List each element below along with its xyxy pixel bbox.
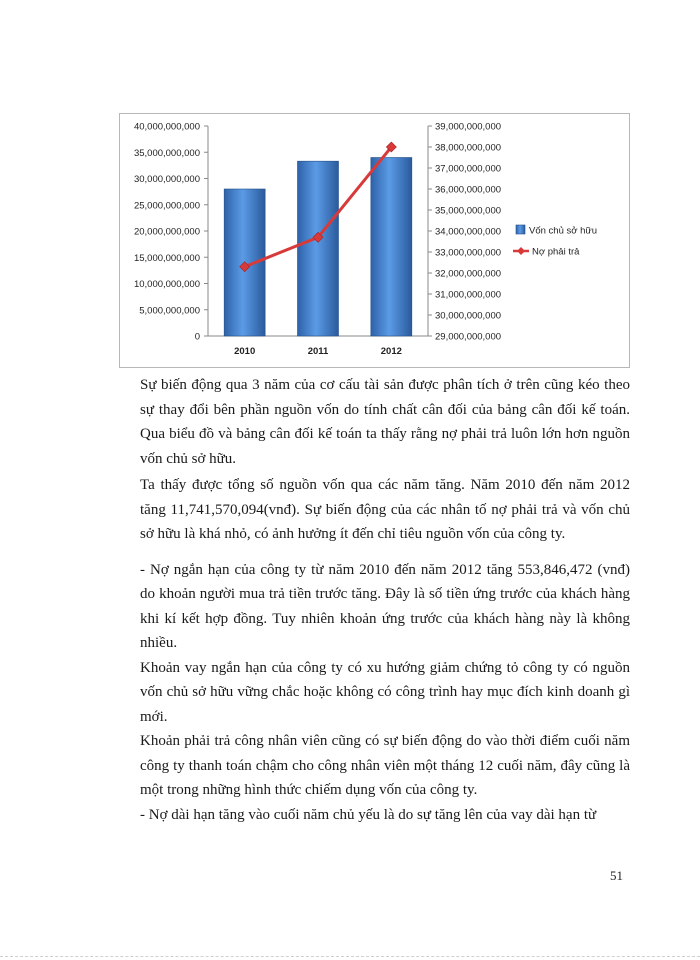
legend-label-no-phai-tra: Nợ phải trả <box>532 246 580 258</box>
bar-2011 <box>298 161 339 336</box>
y-right-tick-label: 39,000,000,000 <box>435 121 502 133</box>
y-left-tick-label: 35,000,000,000 <box>133 147 200 159</box>
x-tick-label-2010: 2010 <box>234 346 256 357</box>
y-right-tick-label: 34,000,000,000 <box>435 226 502 238</box>
paragraph-5: Khoản phải trả công nhân viên cũng có sự biến động do vào thời điểm cuối năm công ty thanh toán chậm cho công nhân viên một tháng 12 cuối năm, đây cũng là một trong những hình thức chiếm dụng vốn của công ty. <box>140 733 630 798</box>
chart-container <box>119 113 630 368</box>
y-left-tick-label: 10,000,000,000 <box>133 279 200 290</box>
y-right-tick-label: 38,000,000,000 <box>435 142 502 154</box>
legend-label-von-chu-so-huu: Vốn chủ sở hữu <box>529 225 598 237</box>
legend-swatch-marker-no-phai-tra <box>517 247 525 255</box>
footer-divider <box>0 956 700 957</box>
combo-chart <box>120 114 629 367</box>
y-right-tick-label: 32,000,000,000 <box>435 268 502 280</box>
y-right-tick-label: 29,000,000,000 <box>435 331 502 343</box>
y-left-tick-label: 40,000,000,000 <box>133 121 200 133</box>
x-tick-label-2011: 2011 <box>307 346 329 357</box>
y-right-tick-label: 37,000,000,000 <box>435 163 502 175</box>
paragraph-3: - Nợ ngắn hạn của công ty từ năm 2010 đến năm 2012 tăng 553,846,472 (vnđ) do khoản người mua trả tiền trước tăng. Đây là số tiền ứng trước của khách hàng khi kí kết hợp đồng. Tuy nhiên khoản ứng trước của khách hàng này là không nhiều. <box>140 561 630 651</box>
body-text <box>140 373 630 827</box>
y-left-tick-label: 20,000,000,000 <box>133 226 200 238</box>
paragraph-4: Khoản vay ngắn hạn của công ty có xu hướng giảm chứng tỏ công ty có nguồn vốn chủ sở hữu vững chắc hoặc không có công trình hay mục đích kinh doanh gì mới. <box>140 659 630 725</box>
y-right-tick-label: 35,000,000,000 <box>435 205 502 217</box>
y-right-tick-label: 30,000,000,000 <box>435 310 502 322</box>
paragraph-6: - Nợ dài hạn tăng vào cuối năm chủ yếu là do sự tăng lên của vay dài hạn từ <box>140 806 597 823</box>
y-left-tick-label: 25,000,000,000 <box>133 200 200 212</box>
page-number: 51 <box>610 868 623 883</box>
bar-2012 <box>371 158 412 337</box>
y-left-tick-label: 0 <box>194 331 200 343</box>
y-left-tick-label: 5,000,000,000 <box>139 305 200 317</box>
paragraph-1: Sự biến động qua 3 năm của cơ cấu tài sản được phân tích ở trên cũng kéo theo sự thay đổi bên phần nguồn vốn do tính chất cân đối của bảng cân đối kế toán. Qua biểu đồ và bảng cân đối kế toán ta thấy rằng nợ phải trả luôn lớn hơn nguồn vốn chủ sở hữu. <box>140 377 630 467</box>
x-tick-label-2012: 2012 <box>380 346 402 357</box>
y-right-tick-label: 31,000,000,000 <box>435 289 502 301</box>
y-right-tick-label: 36,000,000,000 <box>435 184 502 196</box>
y-right-tick-label: 33,000,000,000 <box>435 247 502 259</box>
y-left-tick-label: 15,000,000,000 <box>133 252 200 264</box>
y-left-tick-label: 30,000,000,000 <box>133 174 200 185</box>
legend-swatch-von-chu-so-huu <box>516 225 525 234</box>
paragraph-2: Ta thấy được tổng số nguồn vốn qua các năm tăng. Năm 2010 đến năm 2012 tăng 11,741,570,094(vnđ). Sự biến động của các nhân tố nợ phải trả và vốn chủ sở hữu là khá nhỏ, có ảnh hưởng ít đến chỉ tiêu nguồn vốn của công ty. <box>140 477 630 542</box>
